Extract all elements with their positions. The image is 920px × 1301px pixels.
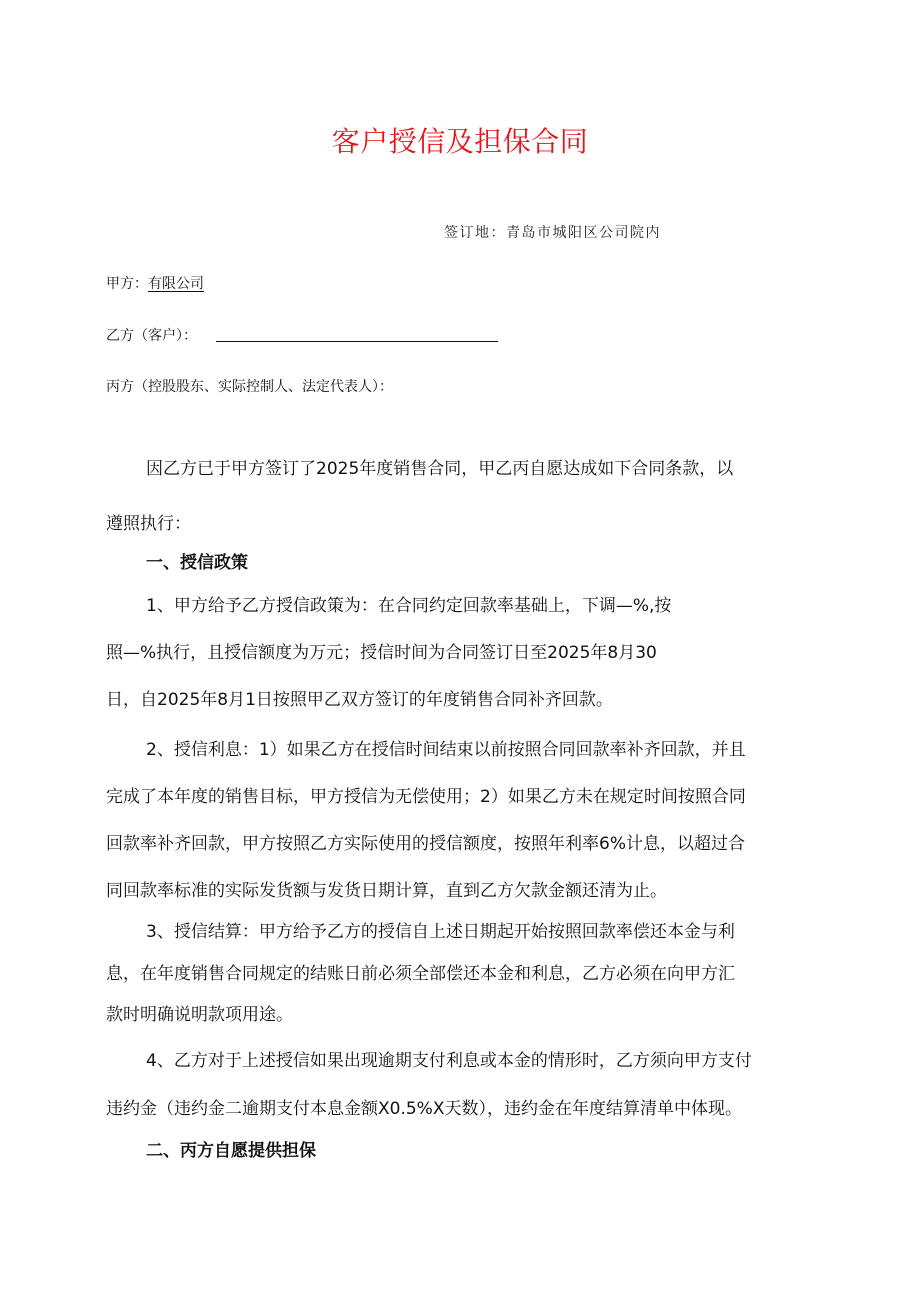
clause-4-line-1: 4、乙方对于上述授信如果出现逾期支付利息或本金的情形时，乙方须向甲方支付 — [146, 1051, 752, 1071]
intro-line-1: 因乙方已于甲方签订了2025年度销售合同，甲乙丙自愿达成如下合同条款，以 — [146, 459, 734, 479]
clause-4-line-2: 违约金（违约金二逾期支付本息金额X0.5%X天数），违约金在年度结算清单中体现。 — [106, 1099, 742, 1119]
clause-2-line-2: 完成了本年度的销售目标，甲方授信为无偿使用；2）如果乙方未在规定时间按照合同 — [106, 787, 746, 807]
clause-2-line-1: 2、授信利息：1）如果乙方在授信时间结束以前按照合同回款率补齐回款，并且 — [146, 740, 746, 760]
party-c-label: 丙方（控股股东、实际控制人、法定代表人）： — [106, 379, 393, 395]
party-b-label: 乙方（客户）： — [106, 328, 197, 344]
clause-3-line-1: 3、授信结算：甲方给予乙方的授信自上述日期起开始按照回款率偿还本金与利 — [146, 922, 735, 942]
section-2-heading: 二、丙方自愿提供担保 — [146, 1141, 316, 1161]
clause-3-line-3: 款时明确说明款项用途。 — [106, 1005, 293, 1025]
party-a-value: 有限公司 — [148, 276, 204, 292]
clause-1-line-3: 日，自2025年8月1日按照甲乙双方签订的年度销售合同补齐回款。 — [106, 690, 613, 710]
clause-1-line-1: 1、甲方给予乙方授信政策为：在合同约定回款率基础上，下调—%,按 — [146, 596, 672, 616]
sign-place: 签订地：青岛市城阳区公司院内 — [444, 225, 661, 241]
clause-1-line-2: 照—%执行，且授信额度为万元；授信时间为合同签订日至2025年8月30 — [106, 643, 657, 663]
intro-line-2: 遵照执行： — [106, 514, 191, 534]
party-a-label: 甲方： — [106, 276, 148, 292]
section-1-heading: 一、授信政策 — [146, 553, 248, 573]
document-title: 客户授信及担保合同 — [331, 125, 589, 158]
clause-2-line-4: 同回款率标准的实际发货额与发货日期计算，直到乙方欠款金额还清为止。 — [106, 881, 667, 901]
party-b-blank-line — [216, 341, 498, 342]
clause-3-line-2: 息，在年度销售合同规定的结账日前必须全部偿还本金和利息，乙方必须在向甲方汇 — [106, 964, 735, 984]
clause-2-line-3: 回款率补齐回款，甲方按照乙方实际使用的授信额度，按照年利率6%计息，以超过合 — [106, 834, 745, 854]
party-a — [106, 273, 204, 293]
